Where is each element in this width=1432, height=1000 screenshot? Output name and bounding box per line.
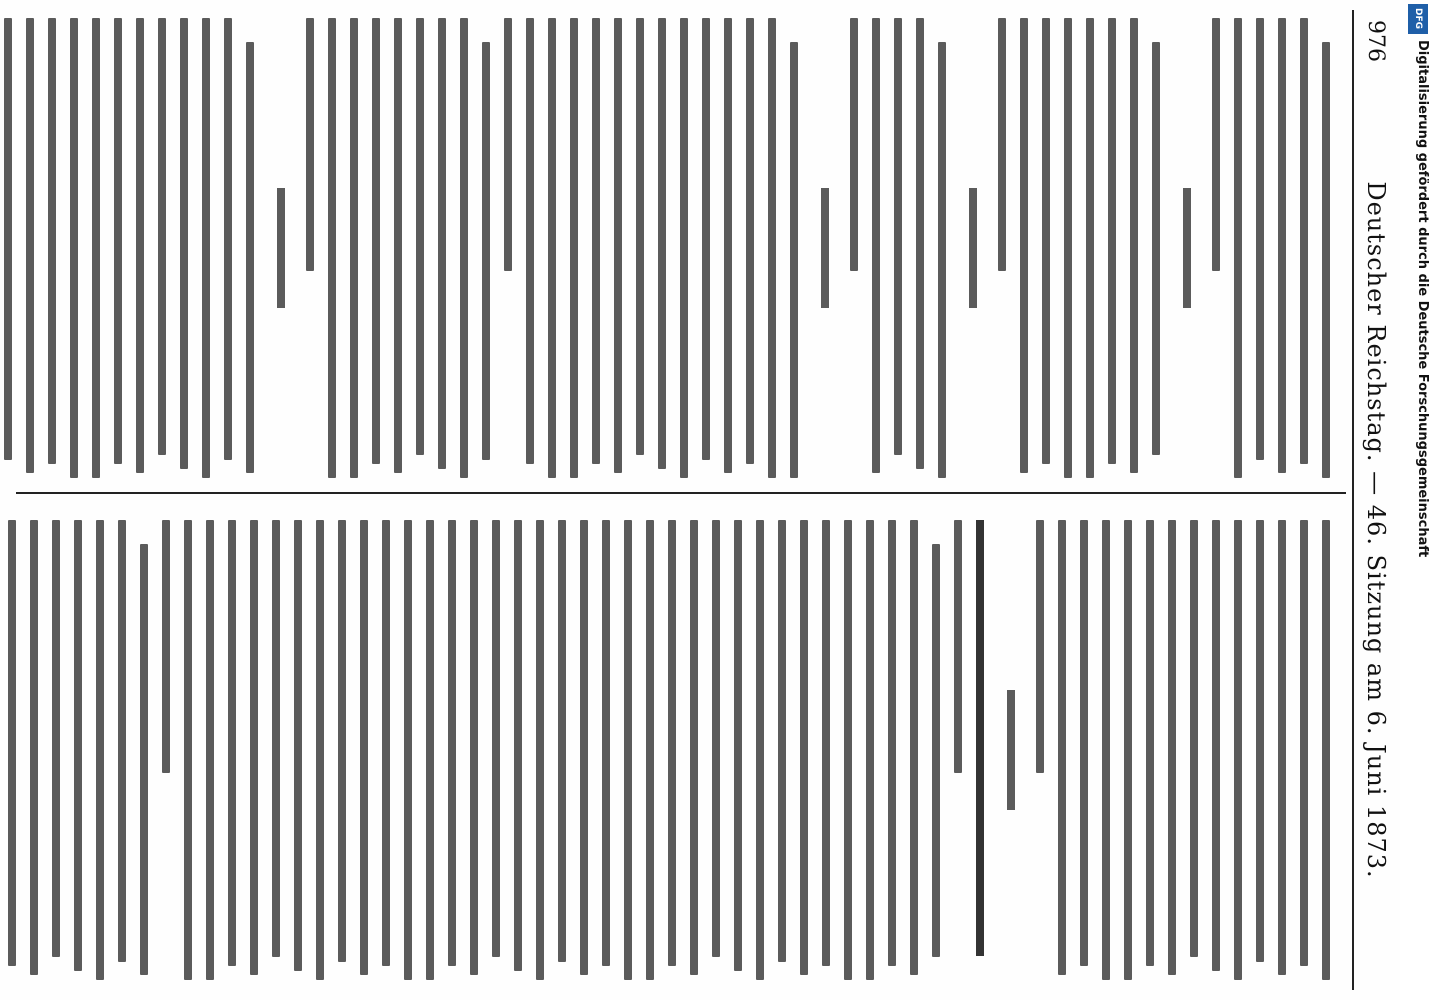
text-line <box>180 18 188 469</box>
text-line <box>580 520 588 975</box>
text-column-right <box>0 520 1330 980</box>
text-line <box>184 520 192 980</box>
text-line <box>52 520 60 957</box>
text-line <box>910 520 918 975</box>
text-line <box>1278 18 1286 473</box>
text-line <box>614 18 622 473</box>
text-line <box>26 18 34 473</box>
text-line <box>8 520 16 966</box>
text-line <box>328 18 336 478</box>
text-line <box>1322 42 1330 478</box>
text-line <box>96 520 104 980</box>
text-line <box>504 18 512 271</box>
text-line <box>592 18 600 464</box>
text-line <box>206 520 214 980</box>
text-line <box>316 520 324 980</box>
paragraph <box>0 520 148 980</box>
paragraph <box>1036 520 1330 980</box>
text-line <box>1020 18 1028 473</box>
text-line <box>734 520 742 971</box>
text-line <box>976 520 984 956</box>
text-line <box>1300 520 1308 966</box>
text-line <box>1086 18 1094 478</box>
text-line <box>668 520 676 966</box>
text-column-left <box>0 18 1330 478</box>
interjection <box>270 18 292 478</box>
text-line <box>70 18 78 478</box>
paragraph <box>0 18 254 478</box>
text-line <box>756 520 764 980</box>
text-line <box>162 520 170 773</box>
interjection-line <box>1007 690 1015 810</box>
text-line <box>224 18 232 460</box>
text-line <box>1234 18 1242 478</box>
text-line <box>822 520 830 966</box>
paragraph <box>162 520 940 980</box>
text-line <box>448 520 456 966</box>
paragraph <box>998 18 1160 478</box>
text-line <box>416 18 424 455</box>
text-line <box>570 18 578 478</box>
text-line <box>872 18 880 473</box>
text-line <box>48 18 56 464</box>
text-line <box>800 520 808 975</box>
text-line <box>228 520 236 966</box>
text-line <box>768 18 776 478</box>
column-divider <box>16 492 1346 494</box>
interjection-line <box>821 188 829 308</box>
interjection <box>814 18 836 478</box>
text-line <box>514 520 522 971</box>
text-line <box>850 18 858 271</box>
digitization-footer <box>1404 0 1432 1000</box>
text-line <box>548 18 556 478</box>
digitization-credit: Digitalisierung gefördert durch die Deutsche Forschungsgemeinschaft <box>1415 40 1430 558</box>
interjection <box>1176 18 1198 478</box>
text-line <box>350 18 358 478</box>
paragraph <box>1212 18 1330 478</box>
text-line <box>360 520 368 975</box>
text-line <box>202 18 210 478</box>
text-line <box>294 520 302 971</box>
text-line <box>1036 520 1044 773</box>
text-line <box>636 18 644 455</box>
text-line <box>954 520 962 773</box>
text-line <box>690 520 698 975</box>
text-line <box>246 42 254 473</box>
interjection-line <box>969 188 977 308</box>
interjection-line <box>1183 188 1191 308</box>
text-line <box>382 520 390 966</box>
text-line <box>140 544 148 975</box>
text-line <box>250 520 258 975</box>
text-line <box>118 520 126 962</box>
text-line <box>712 520 720 957</box>
text-line <box>680 18 688 478</box>
text-line <box>394 18 402 473</box>
text-line <box>470 520 478 975</box>
text-line <box>602 520 610 966</box>
text-line <box>136 18 144 473</box>
page-header <box>1340 0 1400 1000</box>
interjection <box>962 18 984 478</box>
paragraph <box>850 18 946 478</box>
text-line <box>702 18 710 460</box>
text-line <box>790 42 798 478</box>
text-line <box>1256 18 1264 460</box>
paragraph <box>504 18 798 478</box>
text-line <box>526 18 534 464</box>
text-line <box>1080 520 1088 966</box>
text-line <box>1300 18 1308 464</box>
text-line <box>894 18 902 455</box>
interjection-line <box>277 188 285 308</box>
text-line <box>1168 520 1176 975</box>
text-line <box>30 520 38 975</box>
text-line <box>938 42 946 478</box>
text-line <box>1190 520 1198 957</box>
text-line <box>866 520 874 980</box>
text-line <box>558 520 566 962</box>
text-line <box>746 18 754 464</box>
text-line <box>74 520 82 971</box>
interjection <box>1000 520 1022 980</box>
text-line <box>998 18 1006 271</box>
text-line <box>92 18 100 478</box>
text-line <box>338 520 346 962</box>
text-line <box>460 18 468 478</box>
text-line <box>1152 42 1160 455</box>
text-line <box>1234 520 1242 980</box>
text-line <box>844 520 852 980</box>
text-line <box>932 544 940 957</box>
text-line <box>1130 18 1138 473</box>
page-number: 976 <box>1363 20 1388 62</box>
text-line <box>778 520 786 962</box>
text-line <box>482 42 490 460</box>
text-line <box>114 18 122 464</box>
text-line <box>1212 520 1220 971</box>
text-line <box>272 520 280 957</box>
text-line <box>888 520 896 966</box>
text-line <box>4 18 12 460</box>
text-line <box>1256 520 1264 962</box>
page-title: Deutscher Reichstag. — 46. Sitzung am 6. Juni 1873. <box>1362 181 1390 879</box>
text-line <box>1212 18 1220 271</box>
text-line <box>536 520 544 980</box>
text-line <box>1124 520 1132 980</box>
text-line <box>624 520 632 980</box>
header-rule <box>1352 10 1354 990</box>
text-line <box>1146 520 1154 966</box>
text-line <box>1058 520 1066 975</box>
text-line <box>438 18 446 469</box>
paragraph <box>954 520 984 980</box>
text-line <box>426 520 434 980</box>
dfg-logo: DFG <box>1408 4 1428 34</box>
text-line <box>158 18 166 455</box>
text-line <box>1102 520 1110 980</box>
text-line <box>306 18 314 271</box>
text-line <box>372 18 380 464</box>
text-line <box>404 520 412 980</box>
text-line <box>646 520 654 980</box>
text-line <box>1042 18 1050 464</box>
paragraph <box>306 18 490 478</box>
text-line <box>658 18 666 469</box>
text-line <box>492 520 500 957</box>
text-line <box>724 18 732 473</box>
text-line <box>1064 18 1072 478</box>
text-line <box>1278 520 1286 975</box>
text-line <box>1322 520 1330 980</box>
text-line <box>1108 18 1116 464</box>
text-line <box>916 18 924 469</box>
